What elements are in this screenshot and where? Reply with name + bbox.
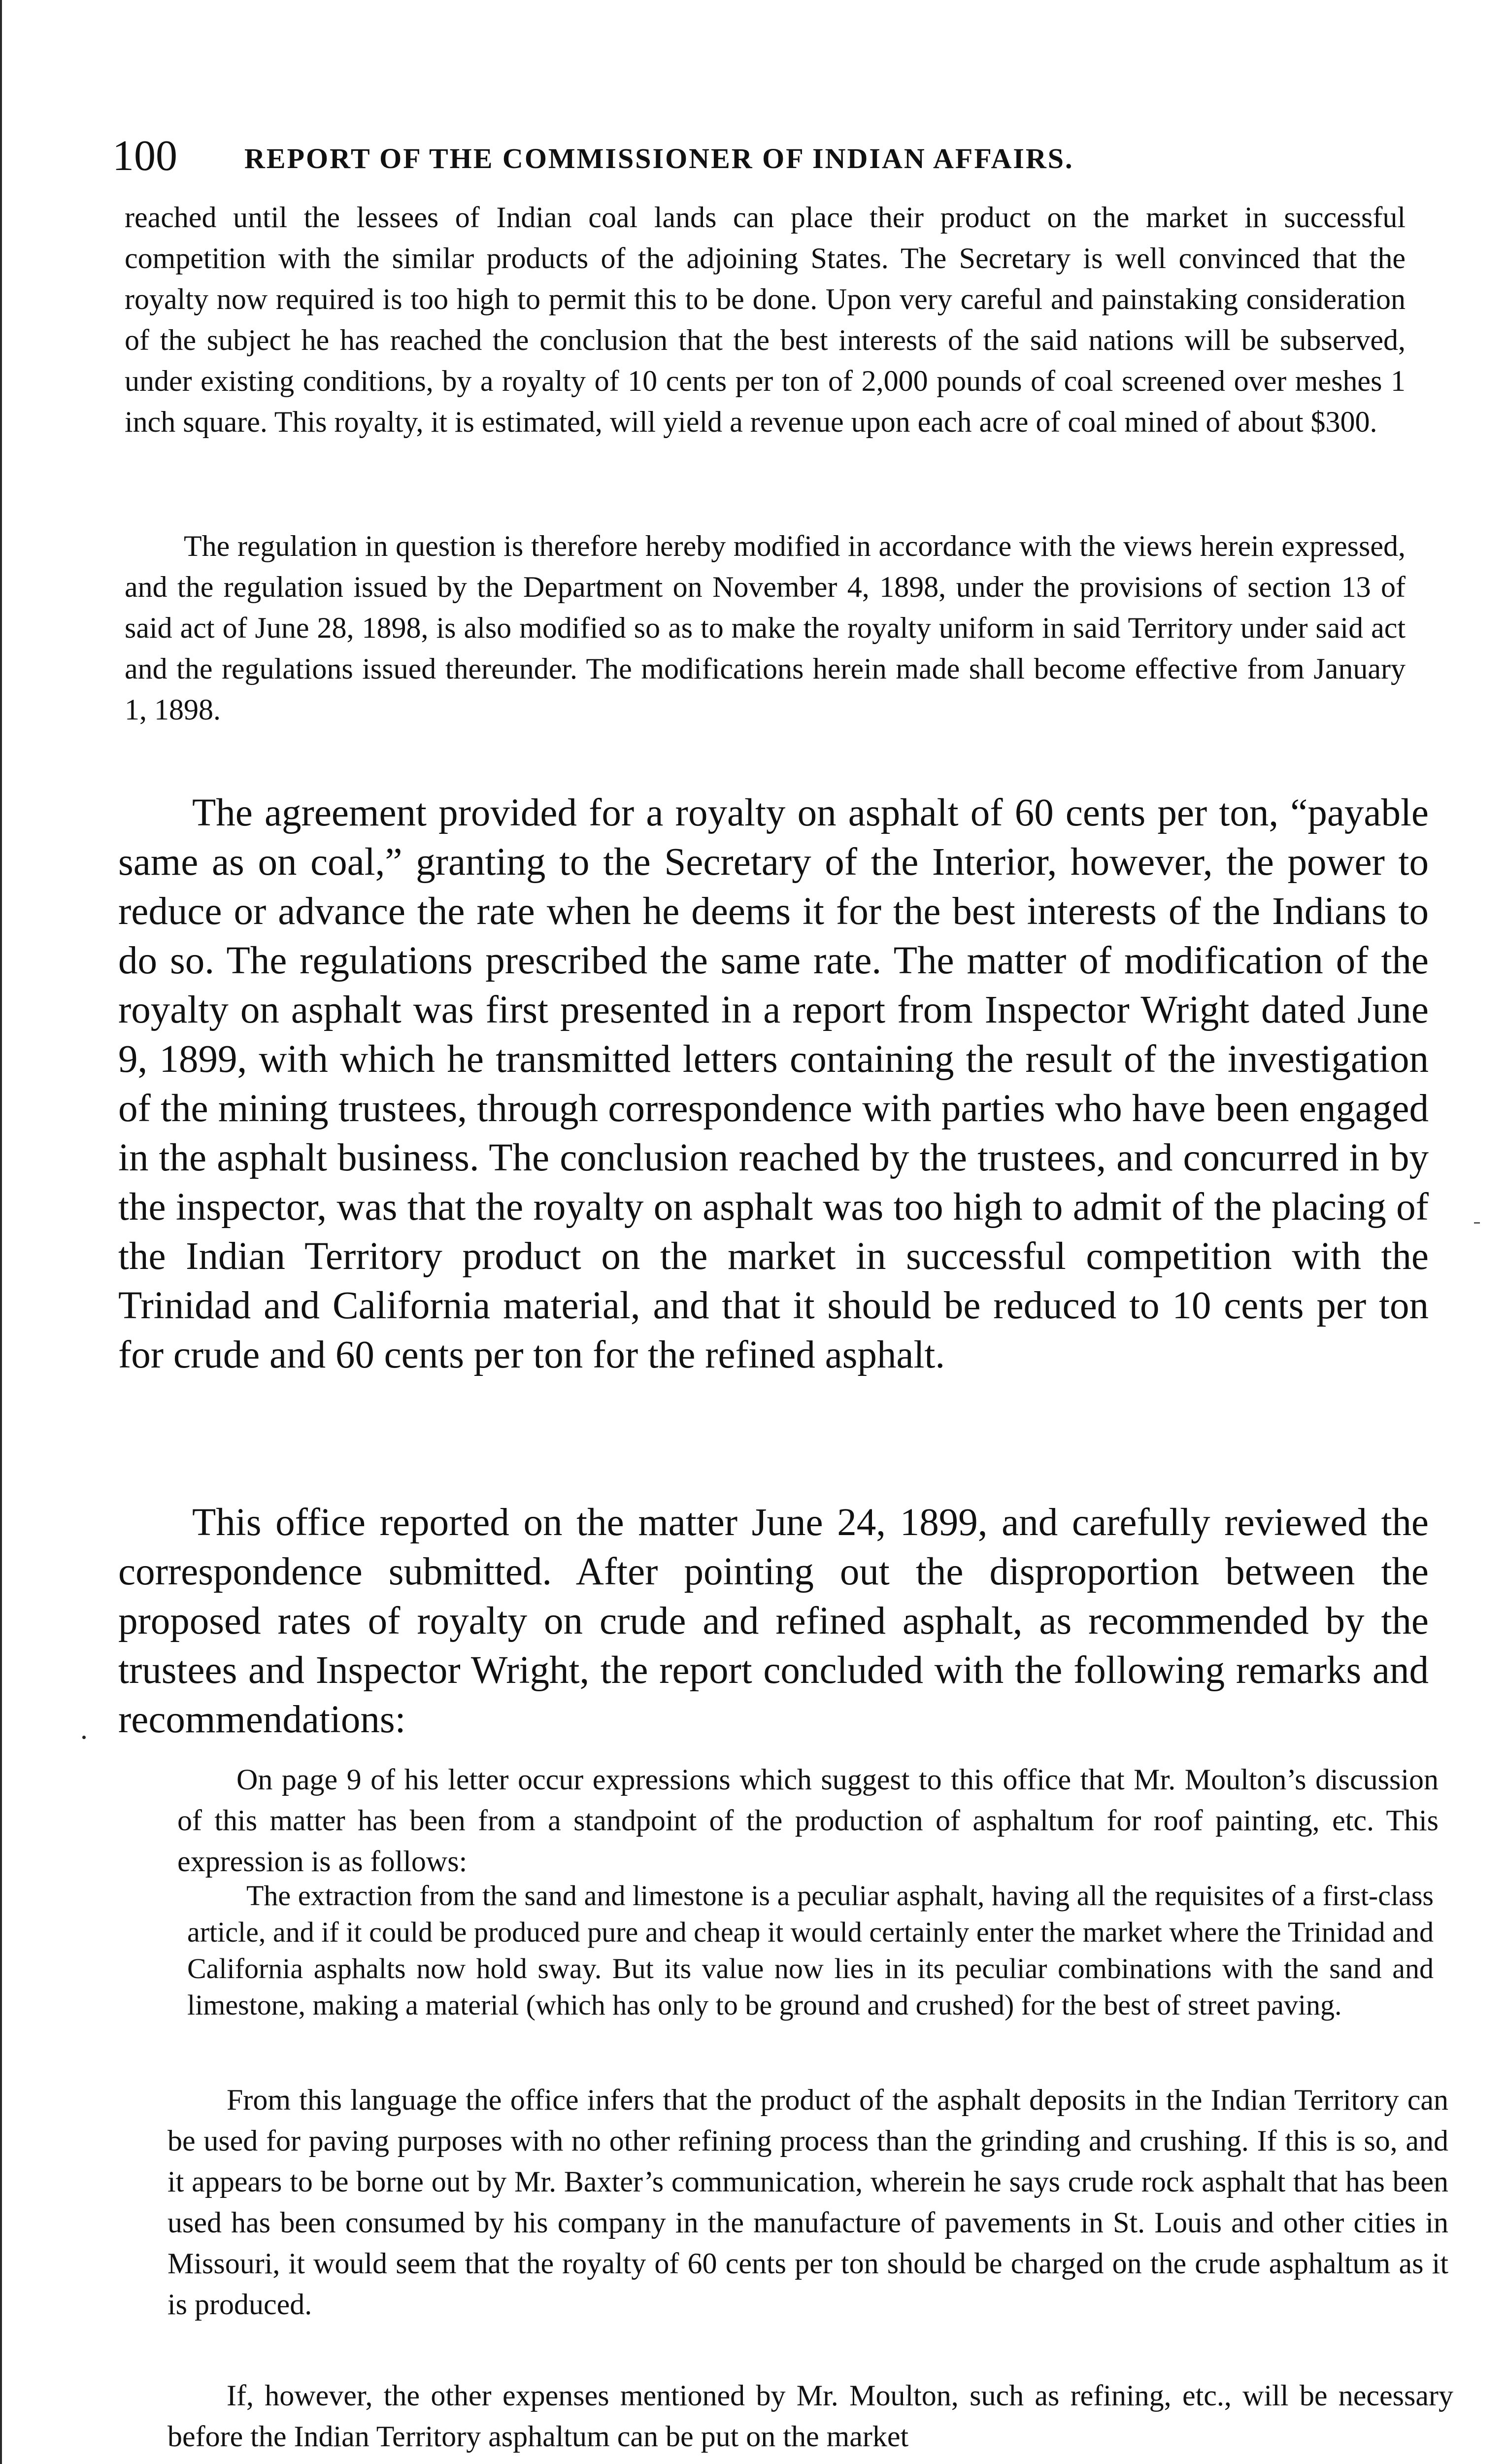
page-number: 100 xyxy=(112,132,177,180)
nested-quotation: The extraction from the sand and limestone is a peculiar asphalt, having all the requisites of a first-class article, and if it could be produced pure and cheap it would certainly enter the market where the Trinidad and California asphalts now hold sway. But its value now lies in its peculiar combinations with the sand and limestone, making a material (which has only to be ground and crushed) for the best of street paving. xyxy=(187,1880,1434,2021)
page-left-edge xyxy=(0,0,2,2464)
body-paragraph-asphalt-royalty: The agreement provided for a royalty on asphalt of 60 cents per ton, “payable same as on coal,” granting to the Secretary of the Interior, however, the power to reduce or advance the rate when he deems it for the best interests of the Indians to do so. The regulations prescribed the same rate. The matter of modification of the royalty on asphalt was first presented in a report from Inspector Wright dated June 9, 1899, with which he transmitted letters containing the result of the investigation of the mining trustees, through correspondence with parties who have been engaged in the asphalt business. The conclusion reached by the trustees, and concurred in by the inspector, was that the royalty on asphalt was too high to admit of the placing of the Indian Territory product on the market in successful competition with the Trinidad and California material, and that it should be reduced to 10 cents per ton for crude and 60 cents per ton for the refined asphalt. xyxy=(118,791,1429,1376)
quoted-report-paragraph-3: If, however, the other expenses mentioned by Mr. Moulton, such as refining, etc., will be necessary before the Indian Territory asphaltum can be put on the market xyxy=(167,2379,1453,2453)
body-paragraph-office-report: This office reported on the matter June 24, 1899, and carefully reviewed the correspondence submitted. After pointing out the disproportion between the proposed rates of royalty on crude and refined asphalt, as recommended by the trustees and Inspector Wright, the report concluded with the following remarks and recommendations: xyxy=(118,1501,1429,1741)
quoted-report-paragraph-1: On page 9 of his letter occur expressions which suggest to this office that Mr. Moulton’s discussion of this matter has been from a standpoint of the production of asphaltum for roof painting, etc. This expression is as follows: xyxy=(177,1763,1439,1878)
running-title: REPORT OF THE COMMISSIONER OF INDIAN AFFAIRS. xyxy=(244,142,1074,174)
margin-tick xyxy=(1474,1222,1480,1224)
margin-mark xyxy=(82,1736,86,1739)
quoted-regulation-continued: reached until the lessees of Indian coal lands can place their product on the market in successful competition with the similar products of the adjoining States. The Secretary is well convinced that the royalty now required is too high to permit this to be done. Upon very careful and painstaking consideration of the subject he has reached the conclusion that the best interests of the said nations will be subserved, under existing conditions, by a royalty of 10 cents per ton of 2,000 pounds of coal screened over meshes 1 inch square. This royalty, it is estimated, will yield a revenue upon each acre of coal mined of about $300. xyxy=(125,201,1406,438)
quoted-regulation-modification: The regulation in question is therefore hereby modified in accordance with the views herein expressed, and the regulation issued by the Department on November 4, 1898, under the provisions of section 13 of said act of June 28, 1898, is also modified so as to make the royalty uniform in said Territory under said act and the regulations issued thereunder. The modifications herein made shall become effective from January 1, 1898. xyxy=(125,530,1406,726)
quoted-report-paragraph-2: From this language the office infers that the product of the asphalt deposits in the Indian Territory can be used for paving purposes with no other refining process than the grinding and crushing. If this is so, and it appears to be borne out by Mr. Baxter’s communication, wherein he says crude rock asphalt that has been used has been consumed by his company in the manufacture of pavements in St. Louis and other cities in Missouri, it would seem that the royalty of 60 cents per ton should be charged on the crude asphaltum as it is produced. xyxy=(167,2084,1448,2321)
page-header xyxy=(112,129,1462,183)
